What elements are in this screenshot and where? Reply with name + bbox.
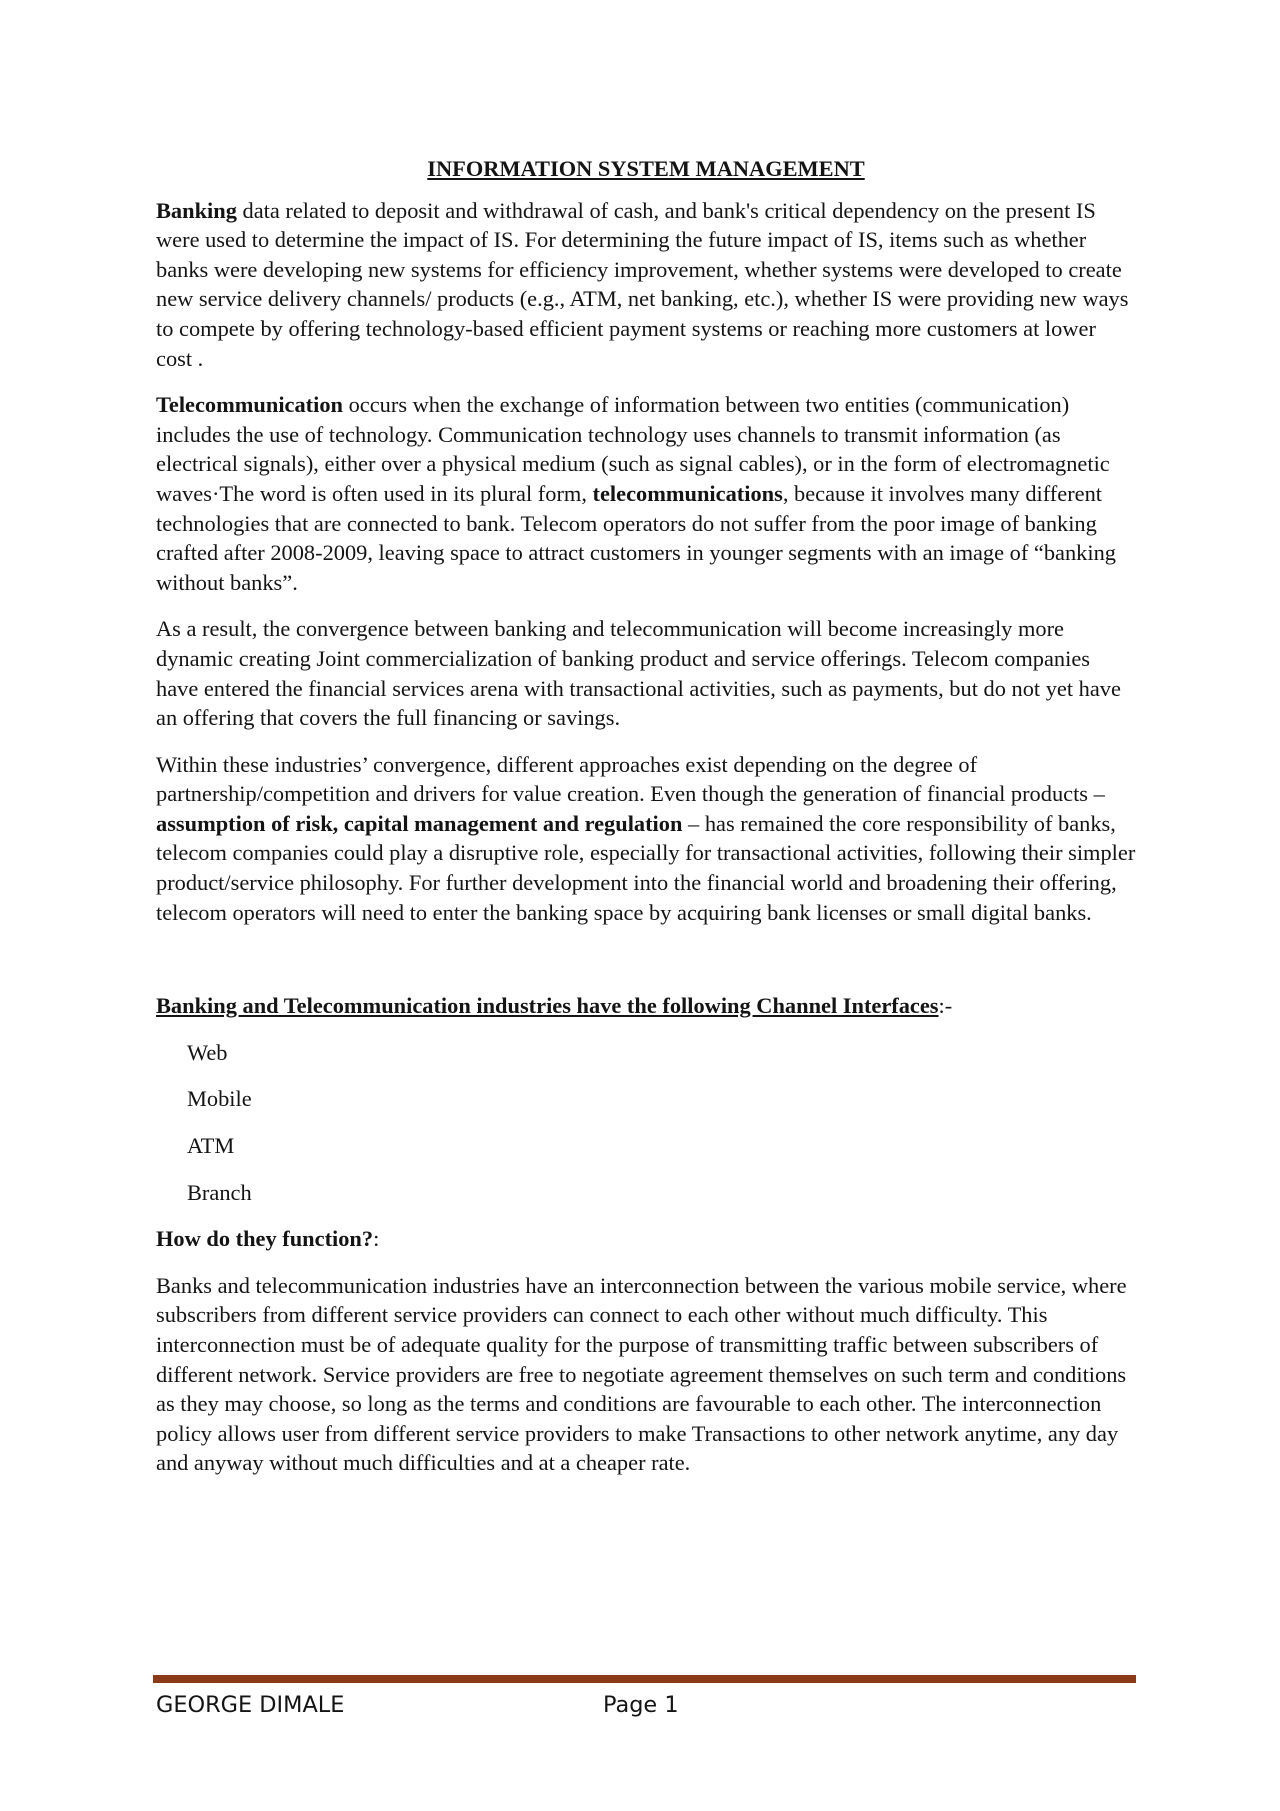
paragraph-text: occurs when the exchange of information between two entities (communication) includes the use of technology. Communication technology uses channels to transmit information (as electrical signals), either over a physical medium (such as signal cables), or in the form of electromagnetic waves·The word is often used in its plural form, bbox=[156, 392, 1110, 506]
channels-heading-suffix: :- bbox=[938, 993, 953, 1019]
bold-phrase-risk: assumption of risk, capital management and regulation bbox=[156, 810, 683, 836]
bold-term-telecommunication: Telecommunication bbox=[156, 392, 343, 418]
paragraph-text: Banks and telecommunication industries have an interconnection between the various mobile service, where subscribers from different service providers can connect to each other without much difficulty. This interconnection must be of adequate quality for the purpose of transmitting traffic between subscribers of different network. Service providers are free to negotiate agreement themselves on such term and conditions as they may choose, so long as the terms and conditions are favourable to each other. The interconnection policy allows user from different service providers to make Transactions to other network anytime, any day and anyway without much difficulties and at a cheaper rate. bbox=[156, 1272, 1127, 1476]
list-item: Mobile bbox=[187, 1086, 252, 1112]
channels-heading-text: Banking and Telecommunication industries have the following Channel Interfaces bbox=[156, 993, 939, 1019]
function-heading-text: How do they function? bbox=[156, 1226, 374, 1252]
paragraph-telecommunication bbox=[156, 390, 1136, 597]
page-body bbox=[156, 154, 1136, 1495]
channel-list bbox=[156, 1038, 1136, 1207]
bold-term-telecommunications: telecommunications bbox=[592, 480, 783, 506]
paragraph-text: data related to deposit and withdrawal of cash, and bank's critical dependency on the present IS were used to determine the impact of IS. For determining the future impact of IS, items such as whether banks were developing new systems for efficiency improvement, whether systems were developed to create new service delivery channels/ products (e.g., ATM, net banking, etc.), whether IS were providing new ways to compete by offering technology-based efficient payment systems or reaching more customers at lower cost . bbox=[156, 197, 1129, 371]
paragraph-text: As a result, the convergence between banking and telecommunication will become increasingly more dynamic creating Joint commercialization of banking product and service offerings. Telecom companies have entered the financial services arena with transactional activities, such as payments, but do not yet have an offering that covers the full financing or savings. bbox=[156, 616, 1121, 731]
paragraph-text: , because it involves many different technologies that are connected to bank. Telecom operators do not suffer from the poor image of banking crafted after 2008-2009, leaving space to attract customers in younger segments with an image of “banking without banks”. bbox=[156, 480, 1116, 595]
function-heading bbox=[156, 1224, 1136, 1254]
paragraph-text: Within these industries’ convergence, different approaches exist depending on the degree of partnership/competition and drivers for value creation. Even though the generation of financial products – bbox=[156, 751, 1105, 807]
paragraph-text: – has remained the core responsibility of banks, telecom companies could play a disruptive role, especially for transactional activities, following their simpler product/service philosophy. For further development into the financial world and broadening their offering, telecom operators will need to enter the banking space by acquiring bank licenses or small digital banks. bbox=[156, 810, 1136, 925]
channels-heading bbox=[156, 991, 1136, 1021]
blank-line bbox=[156, 944, 1136, 991]
paragraph-industries bbox=[156, 750, 1136, 928]
paragraph-banking bbox=[156, 196, 1136, 374]
paragraph-convergence bbox=[156, 614, 1136, 732]
bold-term-banking: Banking bbox=[156, 197, 237, 223]
list-item: Branch bbox=[187, 1179, 252, 1205]
list-item: ATM bbox=[187, 1133, 235, 1159]
list-item: Web bbox=[187, 1039, 228, 1065]
page-number: Page 1 bbox=[603, 1692, 679, 1718]
footer-divider bbox=[153, 1675, 1136, 1683]
paragraph-interconnection bbox=[156, 1271, 1136, 1478]
page-title: INFORMATION SYSTEM MANAGEMENT bbox=[427, 156, 865, 181]
footer-author: GEORGE DIMALE bbox=[156, 1692, 345, 1718]
function-heading-suffix: : bbox=[373, 1226, 380, 1252]
